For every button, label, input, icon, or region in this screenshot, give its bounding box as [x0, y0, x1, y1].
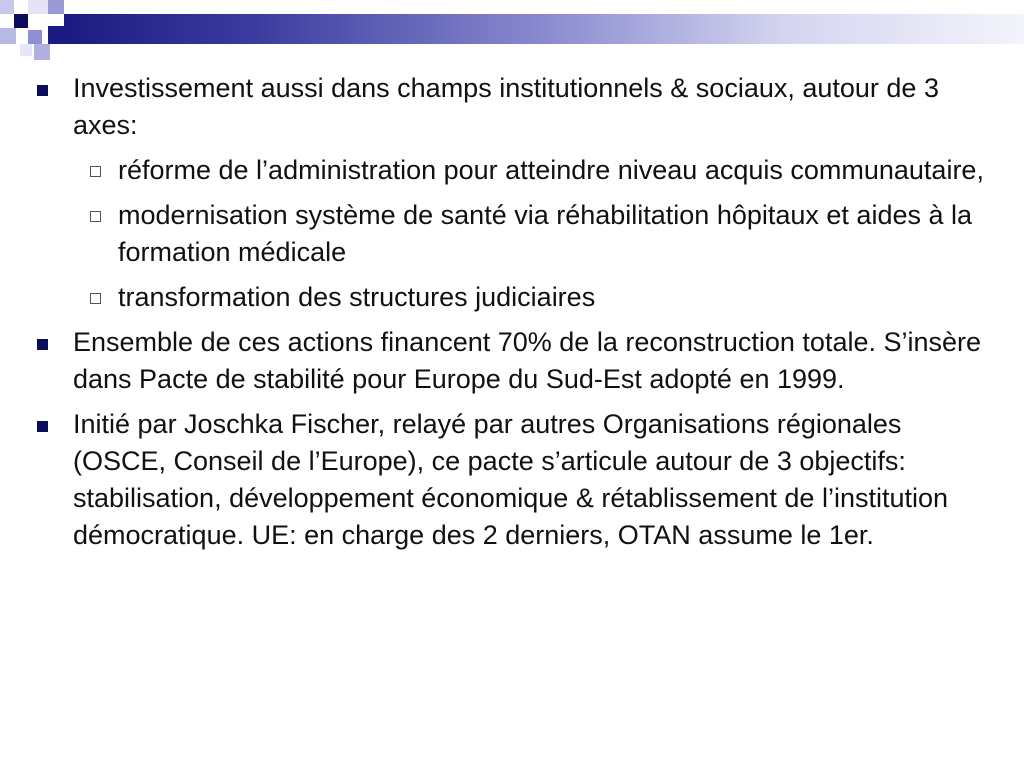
sub-bullet-item: [0, 279, 1024, 316]
deco-square: [20, 44, 32, 56]
sub-bullet-item: [0, 152, 1024, 189]
bullet-text: Ensemble de ces actions financent 70% de la reconstruction totale. S’insère dans Pacte de stabilité pour Europe du Sud-Est adopté en 1999.: [73, 327, 982, 394]
deco-square: [0, 28, 16, 44]
sub-bullet-text: réforme de l’administration pour atteindre niveau acquis communautaire,: [118, 155, 984, 185]
header-gradient-band: [64, 14, 1024, 44]
hollow-square-bullet-icon: [90, 211, 101, 222]
deco-square: [48, 0, 64, 14]
bullet-item: [0, 70, 1024, 144]
bullet-item: [0, 324, 1024, 398]
square-bullet-icon: [37, 421, 48, 432]
bullet-text: Investissement aussi dans champs institutionnels & sociaux, autour de 3 axes:: [73, 73, 939, 140]
slide-body: [0, 70, 1024, 562]
square-bullet-icon: [37, 85, 48, 96]
deco-square: [34, 44, 50, 60]
deco-square: [28, 0, 48, 14]
sub-bullet-text: transformation des structures judiciaires: [118, 282, 596, 312]
deco-square: [28, 30, 42, 44]
bullet-item: [0, 406, 1024, 554]
bullet-text: Initié par Joschka Fischer, relayé par autres Organisations régionales (OSCE, Conseil de l’Europe), ce pacte s’articule autour de 3 objectifs: stabilisation, développement économique & rétablissement de l’institution démocratique. UE: en charge des 2 derniers, OTAN assume le 1er.: [73, 409, 949, 550]
hollow-square-bullet-icon: [90, 166, 101, 177]
deco-square: [0, 0, 14, 14]
hollow-square-bullet-icon: [90, 293, 101, 304]
sub-bullet-text: modernisation système de santé via réhabilitation hôpitaux et aides à la formation médicale: [118, 200, 973, 267]
deco-square: [48, 26, 64, 44]
sub-bullet-item: [0, 197, 1024, 271]
square-bullet-icon: [37, 339, 48, 350]
deco-square: [14, 14, 28, 28]
